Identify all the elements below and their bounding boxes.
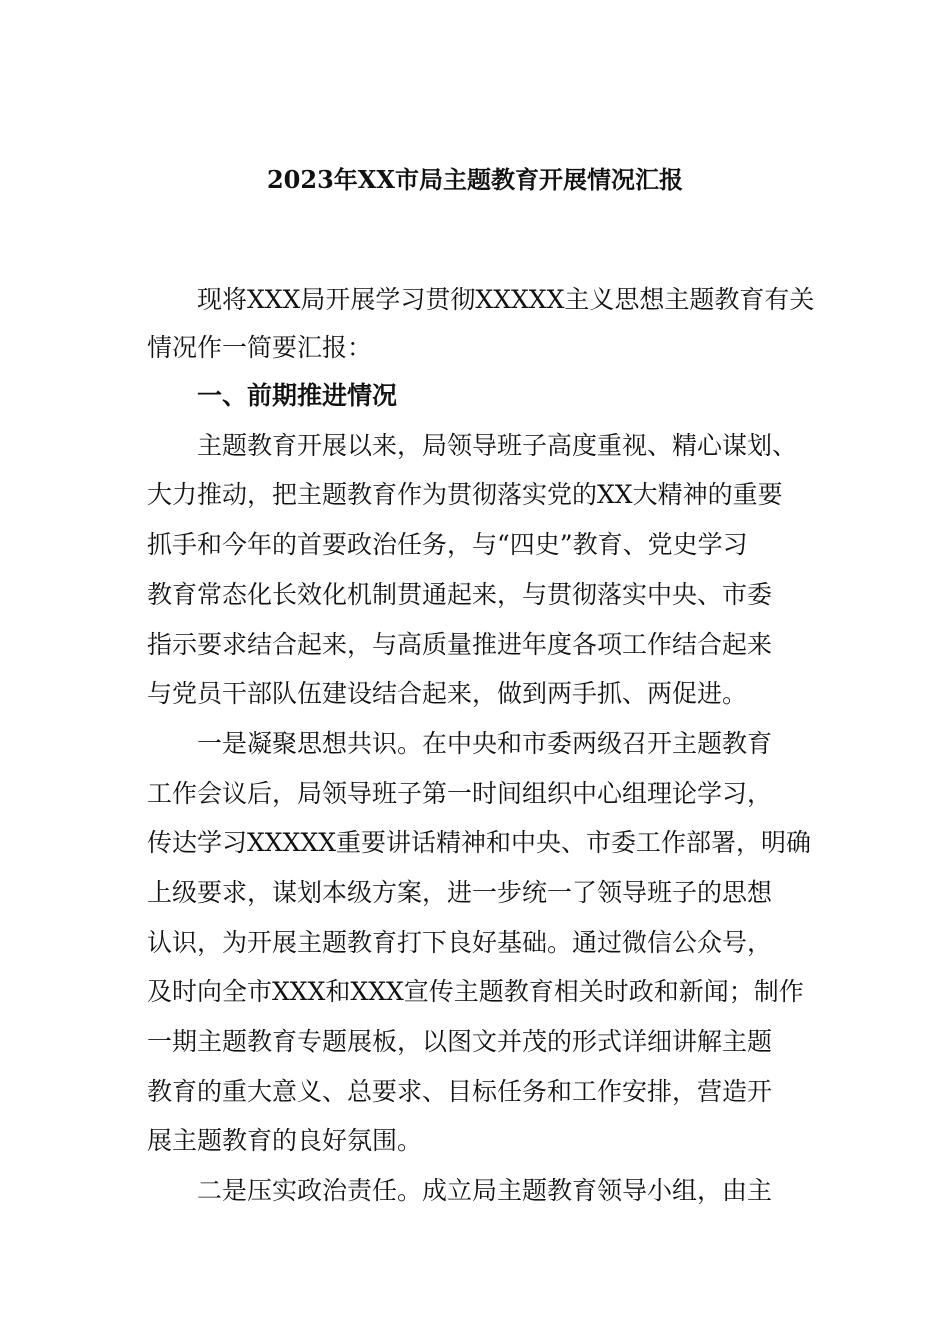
paragraph-line: 传达学习XXXXX重要讲话精神和中央、市委工作部署，明确 xyxy=(147,828,811,857)
paragraph-line: 大力推动，把主题教育作为贯彻落实党的XX大精神的重要 xyxy=(147,480,783,509)
paragraph-line: 主题教育开展以来，局领导班子高度重视、精心谋划、 xyxy=(197,431,798,460)
paragraph-line: 现将XXX局开展学习贯彻XXXXX主义思想主题教育有关 xyxy=(197,285,815,314)
paragraph-line: 一期主题教育专题展板，以图文并茂的形式详细讲解主题 xyxy=(147,1027,773,1056)
paragraph-line: 工作会议后，局领导班子第一时间组织中心组理论学习， xyxy=(147,779,773,808)
paragraph-line: 上级要求，谋划本级方案，进一步统一了领导班子的思想 xyxy=(147,878,773,907)
paragraph-line: 抓手和今年的首要政治任务，与“四史”教育、党史学习 xyxy=(147,530,748,559)
paragraph-line: 教育的重大意义、总要求、目标任务和工作安排，营造开 xyxy=(147,1077,773,1106)
paragraph-line: 二是压实政治责任。成立局主题教育领导小组，由主 xyxy=(197,1176,773,1205)
paragraph-line: 指示要求结合起来，与高质量推进年度各项工作结合起来 xyxy=(147,630,773,659)
document-title: 2023年XX市局主题教育开展情况汇报 xyxy=(266,165,684,194)
paragraph-line: 及时向全市XXX和XXX宣传主题教育相关时政和新闻；制作 xyxy=(147,977,804,1006)
paragraph-line: 展主题教育的良好氛围。 xyxy=(147,1126,423,1155)
paragraph-line: 认识，为开展主题教育打下良好基础。通过微信公众号， xyxy=(147,928,773,957)
paragraph-line: 与党员干部队伍建设结合起来，做到两手抓、两促进。 xyxy=(147,679,748,708)
paragraph-line: 一是凝聚思想共识。在中央和市委两级召开主题教育 xyxy=(197,729,773,758)
section-heading: 一、前期推进情况 xyxy=(197,381,398,410)
paragraph-line: 教育常态化长效化机制贯通起来，与贯彻落实中央、市委 xyxy=(147,580,773,609)
paragraph-line: 情况作一简要汇报： xyxy=(147,333,373,362)
